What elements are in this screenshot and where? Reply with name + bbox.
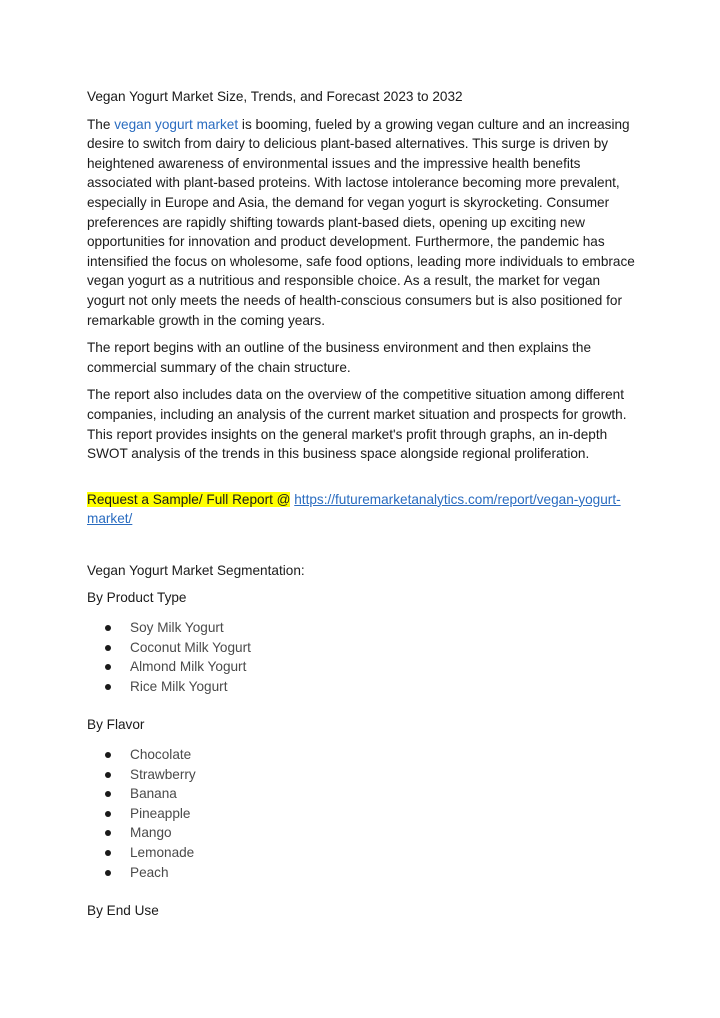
list-item bbox=[87, 638, 635, 658]
request-sample-label: Request a Sample/ Full Report @ bbox=[87, 491, 291, 507]
list-item bbox=[87, 863, 635, 883]
business-environment-paragraph: The report begins with an outline of the business environment and then explains the commercial summary of the chain structure. bbox=[87, 340, 592, 375]
bullet-icon bbox=[105, 791, 111, 797]
list-item-label: Mango bbox=[130, 825, 172, 841]
list-item-label: Almond Milk Yogurt bbox=[130, 659, 247, 675]
list-item bbox=[87, 765, 635, 785]
segment-group-title: By Product Type bbox=[87, 590, 187, 606]
list-item-label: Coconut Milk Yogurt bbox=[130, 639, 251, 655]
bullet-icon bbox=[105, 684, 111, 690]
list-item-label: Peach bbox=[130, 864, 169, 880]
bullet-icon bbox=[105, 772, 111, 778]
intro-prefix: The bbox=[87, 116, 111, 132]
list-item bbox=[87, 657, 635, 677]
bullet-icon bbox=[105, 870, 111, 876]
report-url-link[interactable]: https://futuremarketanalytics.com/report/vegan-yogurt-market/ bbox=[87, 491, 621, 527]
list-item bbox=[87, 677, 635, 697]
bullet-icon bbox=[105, 664, 111, 670]
bullet-icon bbox=[105, 752, 111, 758]
bullet-icon bbox=[105, 850, 111, 856]
list-item-label: Rice Milk Yogurt bbox=[130, 678, 228, 694]
list-item-label: Chocolate bbox=[130, 747, 192, 763]
list-item-label: Soy Milk Yogurt bbox=[130, 620, 224, 636]
bullet-icon bbox=[105, 830, 111, 836]
list-item-label: Pineapple bbox=[130, 805, 191, 821]
list-item bbox=[87, 823, 635, 843]
request-sample bbox=[87, 490, 635, 529]
segment-list bbox=[87, 618, 635, 696]
list-item bbox=[87, 784, 635, 804]
list-item-label: Banana bbox=[130, 786, 177, 802]
competitive-situation-paragraph: The report also includes data on the overview of the competitive situation among different companies, including an analysis of the current market situation and prospects for growth. This report provides insights on the general market's profit through graphs, an in-depth SWOT analysis of the trends in this business space alongside regional proliferation. bbox=[87, 387, 627, 462]
segmentation-groups bbox=[87, 588, 635, 920]
list-item bbox=[87, 843, 635, 863]
list-item bbox=[87, 804, 635, 824]
list-item-label: Lemonade bbox=[130, 845, 195, 860]
intro-text: is booming, fueled by a growing vegan culture and an increasing desire to switch from dairy to delicious plant-based alternatives. This surge is driven by heightened awareness of environmental issues and the impressive health benefits associated with plant-based proteins. With lactose intolerance becoming more prevalent, especially in Europe and Asia, the demand for vegan yogurt is skyrocketing. Consumer preferences are rapidly shifting towards plant-based diets, opening up exciting new opportunities for innovation and product development. Furthermore, the pandemic has intensified the focus on wholesome, safe food options, leading more individuals to embrace vegan yogurt as a nutritious and responsible choice. As a result, the market for vegan yogurt not only meets the needs of health-conscious consumers but is also positioned for remarkable growth in the coming years. bbox=[87, 116, 635, 328]
list-item-label: Strawberry bbox=[130, 766, 196, 782]
bullet-icon bbox=[105, 645, 111, 651]
vegan-yogurt-market-link[interactable]: vegan yogurt market bbox=[110, 116, 239, 132]
segment-group-title: By End Use bbox=[87, 903, 159, 919]
bullet-icon bbox=[105, 625, 111, 631]
bullet-icon bbox=[105, 811, 111, 817]
segmentation-title: Vegan Yogurt Market Segmentation: bbox=[87, 562, 305, 578]
list-item bbox=[87, 618, 635, 638]
list-item bbox=[87, 745, 635, 765]
segment-list bbox=[87, 745, 635, 882]
document-title: Vegan Yogurt Market Size, Trends, and Forecast 2023 to 2032 bbox=[87, 89, 463, 104]
intro-paragraph bbox=[87, 115, 635, 331]
segment-group-title: By Flavor bbox=[87, 717, 145, 733]
document-body bbox=[87, 87, 635, 931]
